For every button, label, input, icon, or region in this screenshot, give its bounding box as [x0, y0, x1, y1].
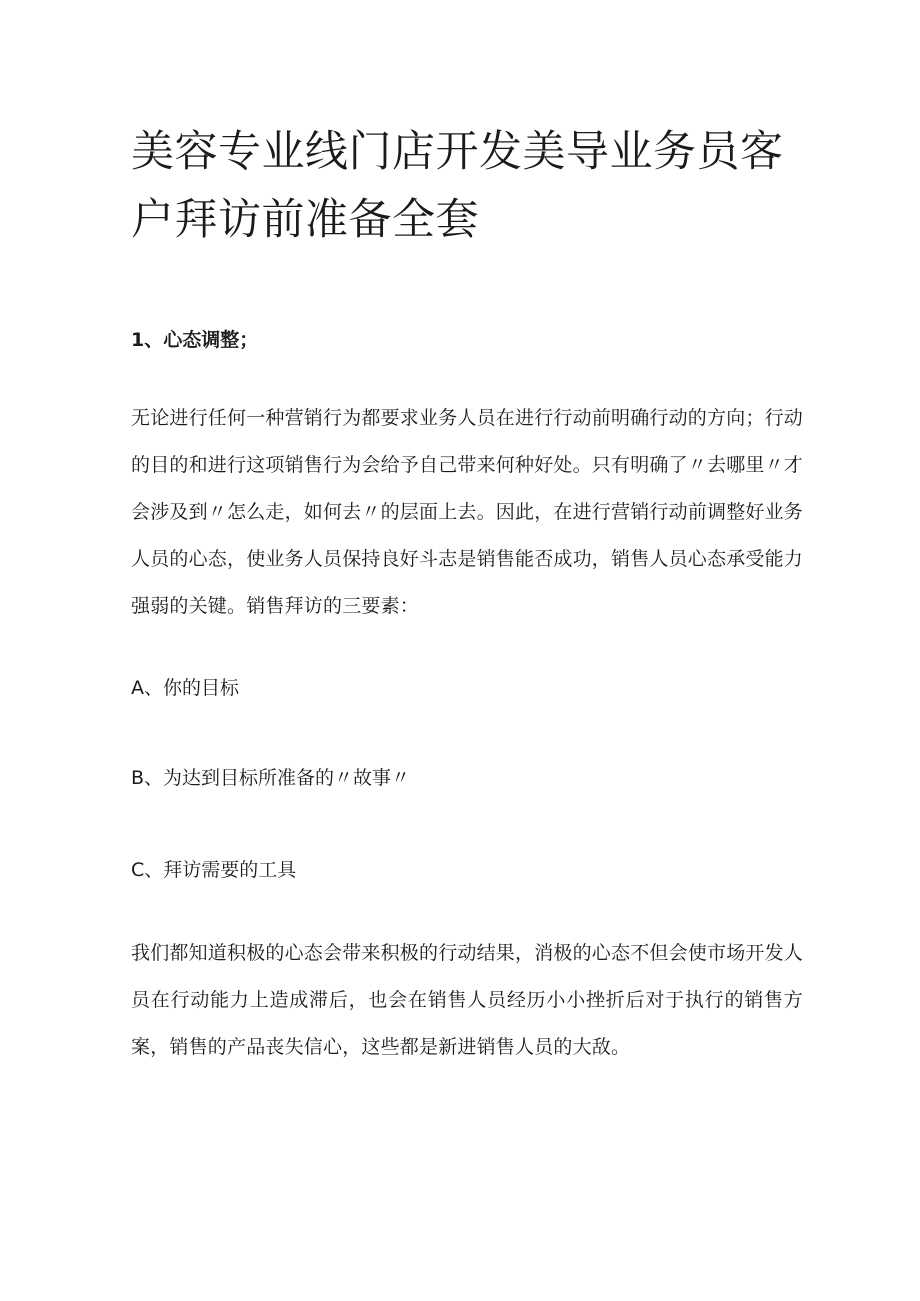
body-paragraph: 我们都知道积极的心态会带来积极的行动结果，消极的心态不但会使市场开发人员在行动能力上造成滞后，也会在销售人员经历小小挫折后对于执行的销售方案，销售的产品丧失信心，这些都是新进销售人员的大敌。 — [131, 942, 804, 1058]
section-heading: 1、心态调整； — [131, 329, 259, 351]
list-item: C、拜访需要的工具 — [131, 859, 297, 881]
list-item: A、你的目标 — [131, 677, 239, 699]
list-item: B、为达到目标所准备的〃故事〃 — [131, 767, 411, 789]
body-paragraph: 无论进行任何一种营销行为都要求业务人员在进行行动前明确行动的方向；行动的目的和进行这项销售行为会给予自己带来何种好处。只有明确了〃去哪里〃才会涉及到〃怎么走，如何去〃的层面上去。因此，在进行营销行动前调整好业务人员的心态，使业务人员保持良好斗志是销售能否成功，销售人员心态承受能力强弱的关键。销售拜访的三要素： — [131, 407, 804, 617]
document-title: 美容专业线门店开发美导业务员客户拜访前准备全套 — [131, 127, 784, 245]
